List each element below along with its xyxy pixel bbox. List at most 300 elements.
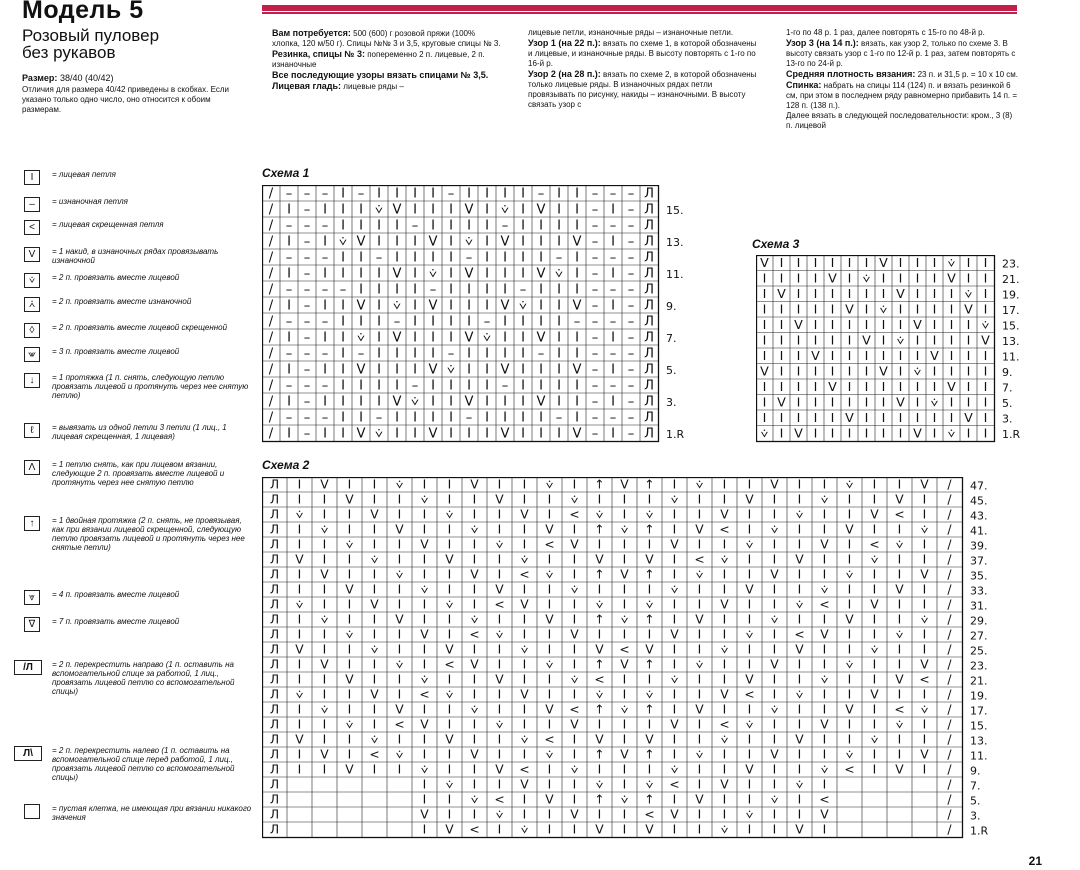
stitch-symbol: V [720,777,729,792]
stitch-symbol: / [947,657,952,672]
stitch-symbol: V [392,202,402,218]
stitch-symbol: I [341,266,345,282]
stitch-symbol: – [555,410,563,426]
stitch-symbol: I [872,672,877,687]
stitch-symbol: I [497,747,502,762]
stitch-symbol: I [467,378,471,394]
stitch-symbol: I [872,657,877,672]
stitch-symbol: / [947,717,952,732]
stitch-symbol: I [747,792,752,807]
row-number-label: 9. [666,300,677,314]
stitch-symbol: I [287,266,291,282]
stitch-symbol: / [268,266,274,282]
stitch-symbol: I [847,332,852,348]
stitch-symbol: I [898,301,903,317]
stitch-symbol: I [472,642,477,657]
stitch-symbol: ⩒ [545,657,554,672]
row-number-label: 37. [970,554,988,568]
model-title: Модель 5 [22,0,144,24]
stitch-symbol: I [772,822,777,837]
stitch-symbol: ↑ [644,522,655,537]
stitch-symbol: I [431,250,435,266]
stitch-symbol: I [762,301,767,317]
row-number-label: 15. [666,204,684,218]
stitch-symbol: I [932,332,937,348]
stitch-symbol: I [932,379,937,395]
stitch-symbol: I [422,657,427,672]
stitch-symbol: I [347,657,352,672]
stitch-symbol: I [422,642,427,657]
stitch-symbol: I [797,522,802,537]
stockinette-label: Лицевая гладь: [272,81,342,91]
stitch-symbol: ⩒ [845,657,854,672]
stitch-symbol: ⩒ [695,747,704,762]
stitch-symbol: ⩒ [895,717,904,732]
stitch-symbol: I [377,394,381,410]
stitch-symbol: ⩒ [695,657,704,672]
stitch-symbol: / [268,234,274,250]
stitch-symbol: I [983,255,988,271]
stitch-symbol: Л [269,792,280,807]
stitch-symbol: I [449,282,453,298]
stitch-symbol: V [862,332,871,348]
stitch-symbol: I [377,378,381,394]
stitch-symbol: I [611,298,615,314]
stitch-symbol: I [872,747,877,762]
stitch-symbol: V [670,717,679,732]
row-number-label: 9. [970,764,981,778]
stitch-symbol: I [503,346,507,362]
stitch-symbol: I [822,567,827,582]
stitch-symbol: I [539,362,543,378]
stitch-symbol: – [627,330,635,346]
stitch-symbol: – [591,314,599,330]
stitch-symbol: ↑ [644,567,655,582]
stitch-symbol: I [422,597,427,612]
stitch-symbol: I [622,822,627,837]
stitch-symbol: I [297,477,302,492]
legend-description: = изнаночная петля [52,197,128,206]
stitch-symbol: ⩒ [393,298,401,314]
stitch-symbol: I [372,612,377,627]
stitch-symbol: ⩒ [295,687,304,702]
stitch-symbol: Л [269,717,280,732]
stitch-symbol: I [522,747,527,762]
row-number-label: 41. [970,524,988,538]
stitch-symbol: – [591,330,599,346]
stitch-symbol: V [845,702,854,717]
stitch-symbol: V [545,612,554,627]
stitch-symbol: < [394,717,405,732]
stitch-symbol: I [397,627,402,642]
title-rule-thin [262,12,1017,14]
legend-symbol-icon: ⩒ [24,273,40,288]
stitch-symbol: I [397,672,402,687]
stitch-symbol: I [622,537,627,552]
stitch-symbol: ⩒ [495,627,504,642]
stitch-symbol: I [822,687,827,702]
stitch-symbol: I [772,777,777,792]
page-number: 21 [1028,854,1042,868]
stitch-symbol: I [779,348,784,364]
stitch-symbol: / [947,807,952,822]
stitch-symbol: I [447,477,452,492]
stitch-symbol: I [747,702,752,717]
stitch-symbol: I [521,330,525,346]
stitch-symbol: – [537,186,545,202]
stitch-symbol: I [762,348,767,364]
stitch-symbol: I [898,255,903,271]
stitch-symbol: Л [269,672,280,687]
stitch-symbol: I [397,507,402,522]
stitch-symbol: I [397,642,402,657]
stitch-symbol: Л [644,314,654,330]
stitch-symbol: I [503,250,507,266]
stitch-symbol: I [797,792,802,807]
stitch-symbol: I [359,314,363,330]
stitch-symbol: / [947,537,952,552]
stitch-symbol: I [722,792,727,807]
stitch-symbol: I [922,687,927,702]
gauge-text: 23 п. и 31,5 р. = 10 х 10 см. [917,70,1018,79]
stitch-symbol: V [445,642,454,657]
legend-symbol-icon [24,804,40,819]
text-column-3 [528,28,760,110]
stitch-symbol: – [285,346,293,362]
stitch-symbol: I [447,582,452,597]
stitch-symbol: – [627,218,635,234]
stitch-symbol: I [347,477,352,492]
stitch-symbol: I [722,702,727,717]
stitch-symbol: V [500,234,510,250]
stitch-symbol: V [895,672,904,687]
stitch-symbol: < [594,672,605,687]
stitch-symbol: – [591,202,599,218]
stitch-symbol: I [722,807,727,822]
legend-description: = 2 п. провязать вместе изнаночной [52,297,192,306]
legend-symbol-icon: ⩖ [24,347,40,362]
stitch-symbol: I [522,702,527,717]
stitch-symbol: I [522,657,527,672]
stitch-symbol: I [697,822,702,837]
stitch-symbol: I [932,255,937,271]
stitch-symbol: I [413,282,417,298]
stitch-symbol: ⩒ [913,363,922,379]
stitch-symbol: I [915,332,920,348]
stitch-symbol: I [472,717,477,732]
stitch-symbol: V [920,567,929,582]
stitch-symbol: I [322,597,327,612]
stitch-symbol: ⩒ [896,332,905,348]
stitch-symbol: I [341,426,345,442]
stitch-symbol: / [268,186,274,202]
stitch-symbol: V [770,747,779,762]
stitch-symbol: V [820,807,829,822]
stitch-symbol: ⩒ [770,792,779,807]
stitch-symbol: / [268,218,274,234]
stitch-symbol: V [428,426,438,442]
stitch-symbol: ⩒ [295,597,304,612]
stitch-symbol: I [622,627,627,642]
stitch-symbol: I [467,314,471,330]
stitch-symbol: I [377,362,381,378]
stitch-symbol: I [983,286,988,302]
stitch-symbol: I [539,426,543,442]
stitch-symbol: ⩒ [470,612,479,627]
stitch-symbol: I [557,378,561,394]
stitch-symbol: ⩒ [570,492,579,507]
stitch-symbol: I [797,657,802,672]
stitch-symbol: I [472,597,477,612]
stitch-symbol: V [879,255,888,271]
stitch-symbol: I [697,672,702,687]
stitch-symbol: I [966,317,971,333]
stitch-symbol: I [497,522,502,537]
stitch-symbol: I [359,218,363,234]
stitch-symbol: I [697,582,702,597]
stitch-symbol: I [864,363,869,379]
stitch-symbol: I [572,792,577,807]
stitch-symbol: Л [269,762,280,777]
stitch-symbol: ↑ [644,747,655,762]
stitch-symbol: I [575,330,579,346]
stitch-symbol: I [747,822,752,837]
stitch-symbol: – [303,362,311,378]
stitch-symbol: I [966,332,971,348]
row-number-label: 15. [1002,319,1020,333]
stitch-symbol: I [847,627,852,642]
stitch-symbol: ⩒ [370,552,379,567]
stitch-symbol: I [372,477,377,492]
stitch-symbol: ⩒ [445,507,454,522]
stitch-symbol: < [444,657,455,672]
stitch-symbol: V [395,702,404,717]
stitch-symbol: V [520,597,529,612]
stitch-symbol: I [796,332,801,348]
stitch-symbol: I [447,702,452,717]
stitch-symbol: Л [269,657,280,672]
stitch-symbol: I [557,426,561,442]
stitch-symbol: ⩒ [870,552,879,567]
stitch-symbol: I [822,657,827,672]
stitch-symbol: I [622,717,627,732]
stitch-symbol: – [591,426,599,442]
stitch-symbol: ⩒ [645,687,654,702]
stitch-symbol: ⩒ [545,477,554,492]
stitch-symbol: ⩒ [545,747,554,762]
stitch-symbol: Л [269,642,280,657]
stitch-symbol: V [536,202,546,218]
stitch-symbol: V [795,822,804,837]
stitch-symbol: I [395,250,399,266]
stitch-symbol: – [591,250,599,266]
stitch-symbol: I [447,627,452,642]
stitch-symbol: I [722,537,727,552]
stitch-symbol: I [447,522,452,537]
stitch-symbol: ↑ [594,747,605,762]
stitch-symbol: – [303,250,311,266]
stitch-symbol: I [431,378,435,394]
back-label: Спинка: [786,80,822,90]
stitch-symbol: V [620,477,629,492]
stitch-symbol: I [539,218,543,234]
stitch-symbol: V [395,612,404,627]
stitch-symbol: I [847,672,852,687]
stitch-symbol: I [949,286,954,302]
stitch-symbol: I [341,218,345,234]
stitch-symbol: ↑ [644,702,655,717]
stitch-symbol: I [897,687,902,702]
stitch-symbol: – [627,410,635,426]
stitch-symbol: I [779,270,784,286]
stitch-symbol: – [321,186,329,202]
stitch-symbol: I [397,492,402,507]
stitch-symbol: – [537,346,545,362]
stitch-symbol: ⩒ [420,492,429,507]
stitch-symbol: ⩒ [845,747,854,762]
row-number-label: 33. [970,584,988,598]
stitch-symbol: < [869,537,880,552]
stitch-symbol: V [620,747,629,762]
stitch-symbol: – [321,346,329,362]
stitch-symbol: – [447,346,455,362]
stockinette-cont: лицевые петли, изнаночные ряды – изнаночные петли. [528,28,734,37]
stitch-symbol: ⩒ [770,522,779,537]
stitch-symbol: I [572,657,577,672]
stitch-symbol: I [572,612,577,627]
stitch-symbol: I [847,717,852,732]
stitch-symbol: I [485,266,489,282]
stitch-symbol: V [760,363,769,379]
stitch-symbol: I [881,332,886,348]
stitch-symbol: I [796,394,801,410]
stitch-symbol: < [544,732,555,747]
stitch-symbol: / [947,777,952,792]
stitch-symbol: ⩒ [964,286,973,302]
stitch-symbol: I [813,255,818,271]
stitch-symbol: I [485,362,489,378]
stitch-symbol: – [627,282,635,298]
stitch-symbol: I [572,822,577,837]
legend-description: = 1 петлю снять, как при лицевом вязании, следующие 2 п. провязать вместе лицевой и протянуть через нее снятую петлю [52,460,225,487]
stitch-symbol: I [697,507,702,522]
stitch-symbol: V [470,657,479,672]
stitch-symbol: < [569,507,580,522]
stitch-symbol: ⩒ [620,612,629,627]
stitch-symbol: I [915,255,920,271]
stitch-symbol: I [949,363,954,379]
stitch-symbol: I [372,492,377,507]
stitch-symbol: I [395,186,399,202]
stitch-symbol: – [591,362,599,378]
stitch-symbol: I [881,286,886,302]
stitch-symbol: I [622,582,627,597]
stitch-symbol: I [449,410,453,426]
stitch-symbol: – [285,378,293,394]
stitch-symbol: I [797,537,802,552]
stitch-symbol: I [497,657,502,672]
stitch-symbol: I [847,363,852,379]
stitch-symbol: < [469,627,480,642]
stitch-symbol: < [619,642,630,657]
stitch-symbol: V [645,732,654,747]
stitch-symbol: I [597,627,602,642]
stitch-symbol: I [872,612,877,627]
stitch-symbol: I [647,492,652,507]
stitch-symbol: V [572,234,582,250]
stitch-symbol: V [595,822,604,837]
stitch-symbol: V [345,582,354,597]
legend-symbol-icon: ◊ [24,323,40,338]
stitch-symbol: I [397,537,402,552]
stitch-symbol: I [347,597,352,612]
stitch-symbol: I [323,330,327,346]
stitch-symbol: I [932,270,937,286]
stitch-symbol: I [872,702,877,717]
stitch-symbol: I [747,552,752,567]
stitch-symbol: I [449,394,453,410]
legend-symbol-icon: – [24,197,40,212]
stitch-symbol: ⩒ [395,747,404,762]
stitch-symbol: V [645,642,654,657]
row-number-label: 1.R [1002,428,1021,442]
stitch-symbol: I [647,762,652,777]
stitch-symbol: I [503,410,507,426]
stitch-symbol: ⩒ [745,627,754,642]
stitch-symbol: I [672,732,677,747]
stitch-symbol: I [822,522,827,537]
stitch-symbol: – [627,186,635,202]
stitch-symbol: I [297,657,302,672]
stitch-symbol: V [320,477,329,492]
stitch-symbol: I [813,394,818,410]
stitch-symbol: I [747,747,752,762]
stitch-symbol: V [464,266,474,282]
stitch-symbol: V [470,477,479,492]
stitch-symbol: / [268,362,274,378]
stitch-symbol: I [447,747,452,762]
legend-description: = 7 п. провязать вместе лицевой [52,617,180,626]
stitch-symbol: I [447,537,452,552]
stitch-symbol: I [297,492,302,507]
garment-title-line1: Розовый пуловер [22,26,160,45]
stitch-symbol: – [357,346,365,362]
stitch-symbol: I [830,348,835,364]
stitch-symbol: V [520,507,529,522]
stitch-symbol: I [779,363,784,379]
stitch-symbol: I [864,379,869,395]
stitch-symbol: ⩒ [745,807,754,822]
stitch-symbol: V [720,507,729,522]
stitch-symbol: V [428,362,438,378]
stitch-symbol: V [695,792,704,807]
stitch-symbol: I [915,348,920,364]
stitch-symbol: ⩒ [620,792,629,807]
stitch-symbol: I [872,762,877,777]
stitch-symbol: I [779,317,784,333]
stitch-symbol: I [557,314,561,330]
stitch-symbol: ⩒ [345,537,354,552]
stitch-symbol: ⩒ [895,537,904,552]
text-column-2 [272,28,504,92]
stitch-symbol: I [322,537,327,552]
stitch-symbol: ⩒ [645,507,654,522]
stitch-symbol: I [872,492,877,507]
stitch-symbol: I [983,379,988,395]
stitch-symbol: V [795,732,804,747]
stitch-symbol: ⩒ [930,394,939,410]
stitch-symbol: ⩒ [320,612,329,627]
